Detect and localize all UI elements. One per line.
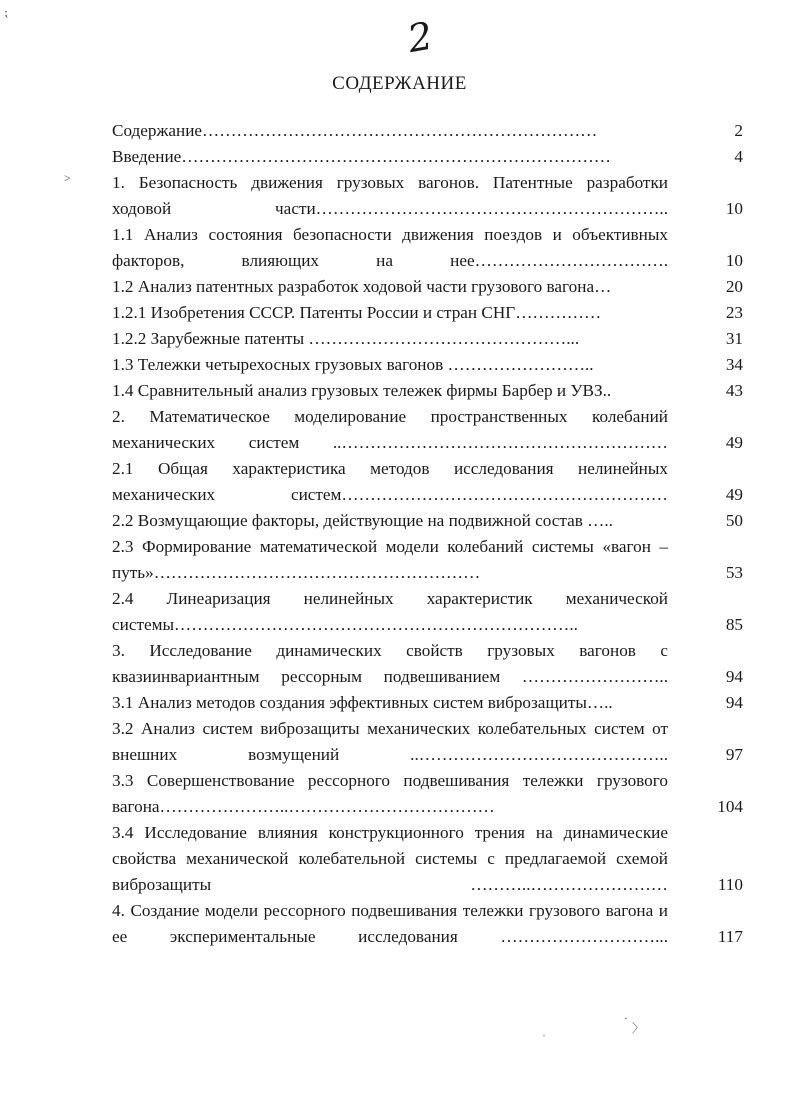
toc-entry-text: 1.4 Сравнительный анализ грузовых тележек фирмы Барбер и УВЗ.. — [112, 381, 612, 400]
toc-entry-page: 23 — [725, 303, 743, 322]
toc-entry-text: 1.2.2 Зарубежные патенты ………………………………………... — [112, 329, 580, 348]
table-of-contents — [112, 118, 743, 950]
toc-entry — [112, 768, 743, 820]
toc-entry-page: 49 — [725, 485, 743, 504]
scan-artifact: · — [624, 1011, 628, 1025]
toc-entry-text: 3.1 Анализ методов создания эффективных систем виброзащиты….. — [112, 693, 613, 712]
toc-entry-text: 2.4 Линеаризация нелинейных характеристик механической системы…………………………………………………………….. — [112, 589, 668, 634]
toc-entry — [112, 820, 743, 898]
toc-entry-text: 2.3 Формирование математической модели колебаний системы «вагон – путь»………………………………………………… — [112, 537, 668, 582]
scan-artifact: 〉 — [632, 1021, 645, 1035]
toc-entry — [112, 898, 743, 950]
page-title: СОДЕРЖАНИЕ — [332, 73, 467, 94]
toc-entry — [112, 638, 743, 690]
toc-entry-page: 117 — [717, 927, 743, 946]
toc-entry-page: 49 — [725, 433, 743, 452]
toc-entry — [112, 716, 743, 768]
toc-entry-text: 1.1 Анализ состояния безопасности движения поездов и объективных факторов, влияющих на нее……………………………. — [112, 225, 668, 270]
toc-entry — [112, 378, 743, 404]
toc-entry-text: 3.4 Исследование влияния конструкционного трения на динамические свойства механической колебательной системы с предлагаемой схемой виброзащиты ………..…………………… — [112, 823, 668, 894]
toc-entry-page: 104 — [717, 797, 743, 816]
toc-entry-page: 31 — [725, 329, 743, 348]
toc-entry-text: Содержание…………………………………………………………… — [112, 121, 598, 140]
toc-entry-page: 85 — [725, 615, 743, 634]
toc-entry-text: 1.2.1 Изобретения СССР. Патенты России и стран СНГ…………… — [112, 303, 602, 322]
toc-entry-text: 1.3 Тележки четырехосных грузовых вагонов …………………….. — [112, 355, 594, 374]
toc-entry-page: 94 — [725, 693, 743, 712]
toc-entry-text: 4. Создание модели рессорного подвешивания тележки грузового вагона и ее экспериментальные исследования ………………………... — [112, 901, 668, 946]
toc-entry-text: 1.2 Анализ патентных разработок ходовой части грузового вагона… — [112, 277, 612, 296]
toc-entry — [112, 170, 743, 222]
scan-artifact: ⁏ — [4, 5, 9, 19]
toc-entry-page: 10 — [725, 199, 743, 218]
toc-entry — [112, 404, 743, 456]
toc-entry-page: 10 — [725, 251, 743, 270]
scan-artifact: ˌ — [542, 1023, 546, 1037]
toc-entry — [112, 690, 743, 716]
toc-entry-page: 34 — [725, 355, 743, 374]
toc-entry-text: Введение………………………………………………………………… — [112, 147, 611, 166]
toc-entry-text: 1. Безопасность движения грузовых вагонов. Патентные разработки ходовой части…………………………………………………….. — [112, 173, 668, 218]
toc-entry-page: 97 — [725, 745, 743, 764]
toc-entry-text: 2. Математическое моделирование пространственных колебаний механических систем ..………………………………………………… — [112, 407, 668, 452]
toc-entry-text: 2.2 Возмущающие факторы, действующие на подвижной состав ….. — [112, 511, 613, 530]
toc-entry — [112, 222, 743, 274]
toc-entry — [112, 586, 743, 638]
toc-entry-page: 20 — [725, 277, 743, 296]
toc-entry — [112, 300, 743, 326]
page-number: 2 — [404, 13, 436, 62]
toc-entry — [112, 534, 743, 586]
toc-entry — [112, 118, 743, 144]
toc-entry — [112, 326, 743, 352]
scan-artifact: ˃ — [64, 171, 71, 185]
toc-entry — [112, 274, 743, 300]
toc-entry — [112, 352, 743, 378]
toc-entry — [112, 508, 743, 534]
toc-entry — [112, 456, 743, 508]
toc-entry-page: 4 — [734, 147, 743, 166]
toc-entry-page: 110 — [717, 875, 743, 894]
toc-entry-text: 3. Исследование динамических свойств грузовых вагонов с квазиинвариантным рессорным подвешиванием …………………….. — [112, 641, 668, 686]
toc-entry-page: 50 — [725, 511, 743, 530]
toc-entry-page: 53 — [725, 563, 743, 582]
toc-entry-text: 3.3 Совершенствование рессорного подвешивания тележки грузового вагона…………………..……………………………… — [112, 771, 668, 816]
toc-entry-text: 2.1 Общая характеристика методов исследования нелинейных механических систем………………………………………………… — [112, 459, 668, 504]
toc-entry — [112, 144, 743, 170]
toc-entry-page: 2 — [734, 121, 743, 140]
toc-entry-page: 94 — [725, 667, 743, 686]
toc-entry-text: 3.2 Анализ систем виброзащиты механических колебательных систем от внешних возмущений ..…………………………………….. — [112, 719, 668, 764]
toc-entry-page: 43 — [725, 381, 743, 400]
